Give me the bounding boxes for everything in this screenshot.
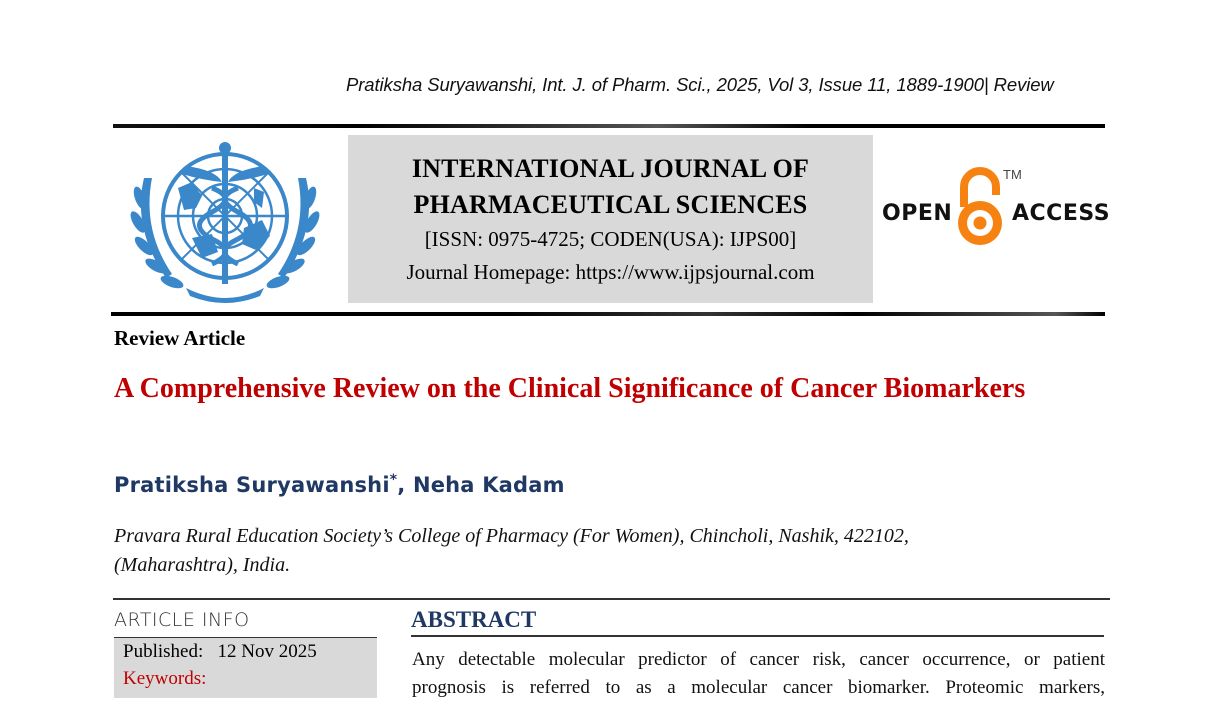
journal-info-box [348, 135, 873, 303]
section-divider [113, 598, 1110, 600]
article-info-heading: ARTICLE INFO [114, 609, 250, 631]
journal-homepage: Journal Homepage: https://www.ijpsjournal.com [348, 256, 873, 289]
abstract-rule [411, 635, 1104, 637]
abstract-body [412, 646, 1105, 701]
journal-issn: [ISSN: 0975-4725; CODEN(USA): IJPS00] [348, 223, 873, 256]
abstract-heading: ABSTRACT [411, 607, 536, 633]
authors [114, 472, 565, 497]
abstract-line: Any detectable molecular predictor of cancer risk, cancer occurrence, or patient [412, 646, 1105, 674]
author-coauthors: , Neha Kadam [397, 473, 564, 497]
abstract-line: prognosis is referred to as a molecular cancer biomarker. Proteomic markers, [412, 674, 1105, 701]
journal-title-line2: PHARMACEUTICAL SCIENCES [348, 187, 873, 223]
open-lock-icon [954, 165, 1006, 256]
open-access-left-text: OPEN [882, 201, 952, 226]
open-access-right-text: ACCESS [1012, 201, 1110, 226]
article-type: Review Article [114, 326, 245, 351]
header-top-rule [113, 124, 1105, 128]
published-date: 12 Nov 2025 [217, 641, 316, 662]
citation-header: Pratiksha Suryawanshi, Int. J. of Pharm. Sci., 2025, Vol 3, Issue 11, 1889-1900| Review [346, 74, 1054, 96]
affiliation: Pravara Rural Education Society’s College of Pharmacy (For Women), Chincholi, Nashik, 422102, (Maharashtra), India. [114, 522, 1034, 580]
header-bottom-rule [111, 312, 1105, 316]
un-caduceus-emblem-icon [126, 138, 324, 308]
article-title: A Comprehensive Review on the Clinical Significance of Cancer Biomarkers [114, 367, 1064, 410]
author-primary: Pratiksha Suryawanshi [114, 473, 390, 497]
keywords-label: Keywords: [123, 668, 206, 690]
published-label: Published: [123, 641, 203, 662]
journal-title-line1: INTERNATIONAL JOURNAL OF [348, 151, 873, 187]
corresponding-author-mark: * [390, 472, 398, 488]
article-info-box [114, 637, 377, 698]
open-access-logo [880, 165, 1110, 255]
trademark-symbol: TM [1003, 167, 1022, 182]
